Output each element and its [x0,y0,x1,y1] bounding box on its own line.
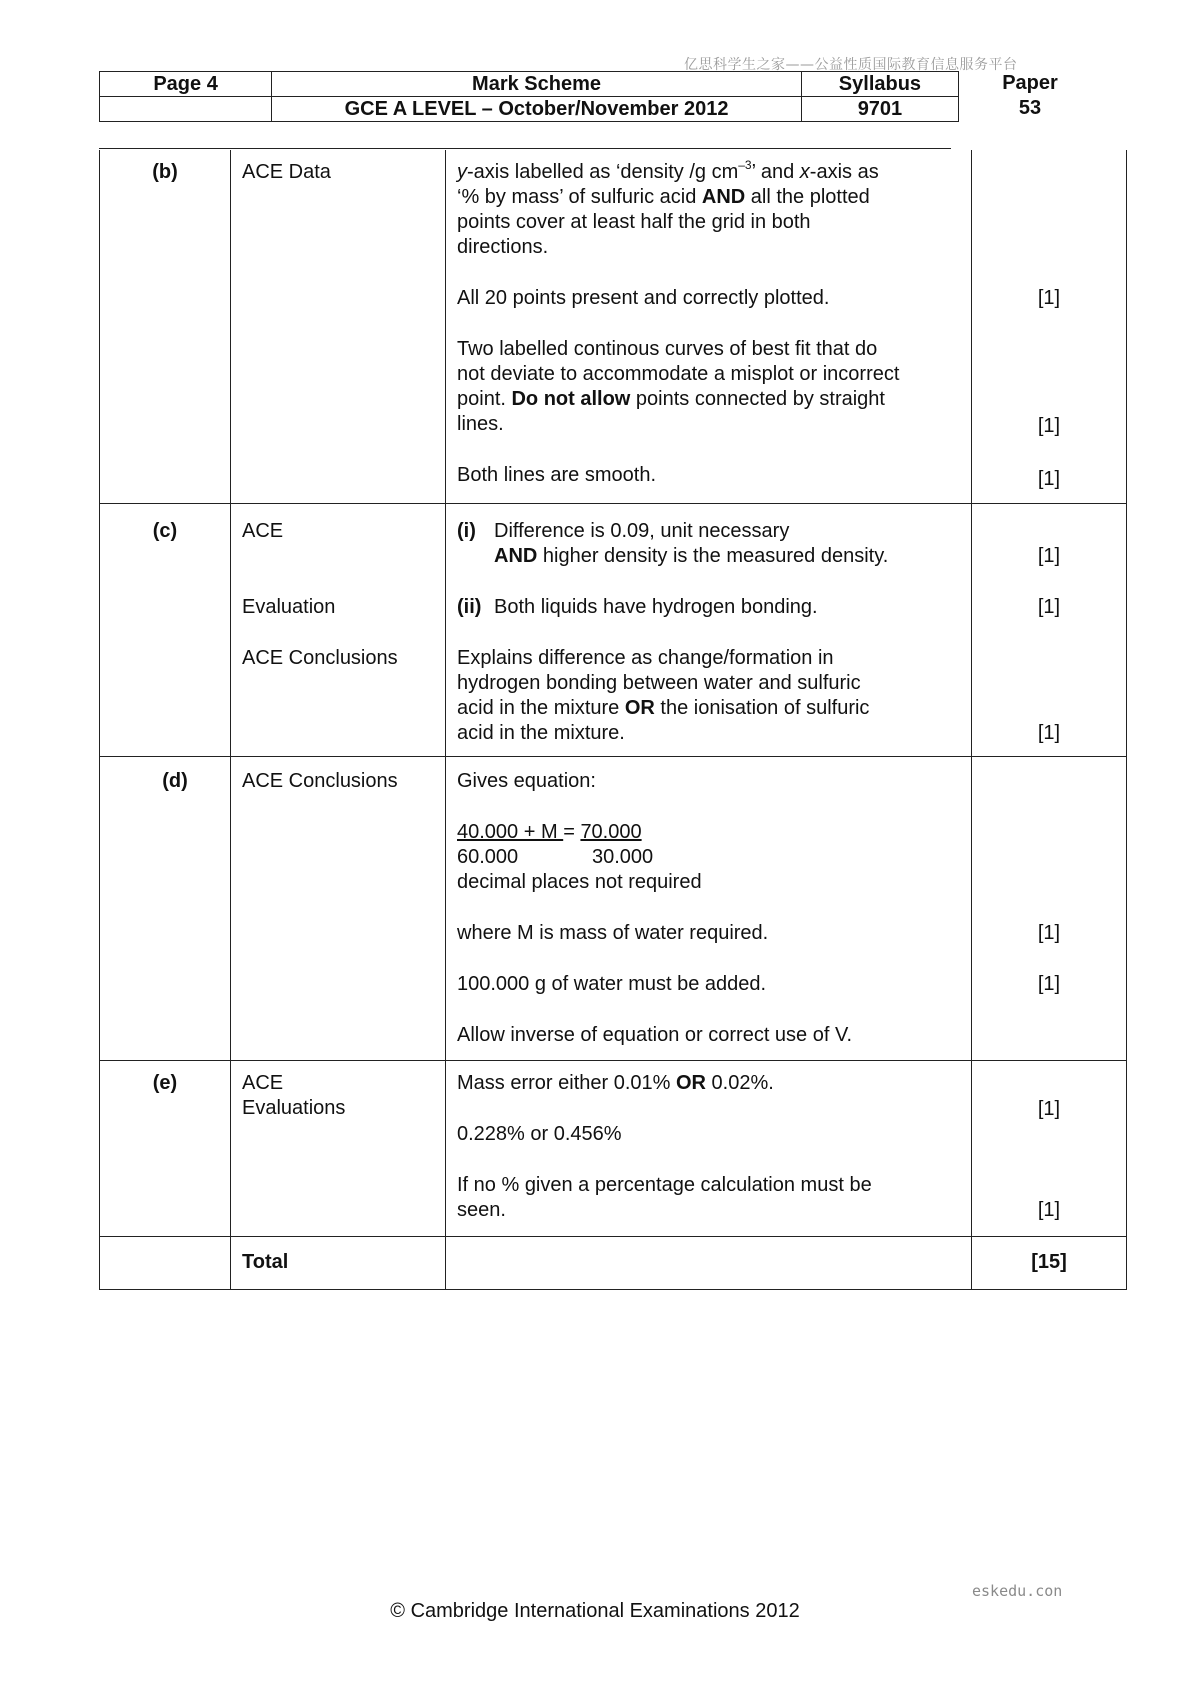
answer-line: decimal places not required [457,870,702,893]
row-d [100,756,1127,1060]
answer-line: Both lines are smooth. [457,464,656,486]
question-label: (b) [152,161,178,183]
underlined-run: 70.000 [580,820,642,843]
skill-label: Evaluation [242,595,336,618]
footer-copyright: © Cambridge International Examinations 2012 [390,1600,800,1622]
bold-run: AND [701,186,746,208]
syllabus-value: 9701 [801,97,958,122]
part-label: (i) [457,519,476,542]
answer-line: hydrogen bonding between water and sulfuric [457,671,861,694]
text-run: ‘% by mass’ of sulfuric acid [457,186,702,208]
text-run: points connected by straight [630,388,885,410]
skill-cell [231,1236,446,1289]
answer-line: Explains difference as change/formation in [457,646,834,669]
text-run: acid in the mixture [457,696,625,719]
equation-denominator: 60.000 [457,845,519,868]
row-c [100,503,1127,756]
answer-cell [446,1060,972,1236]
question-label: (d) [162,769,188,792]
question-cell [100,1060,231,1236]
paper-label: Paper [1002,72,1058,94]
text-run: -axis labelled as ‘density /g cm [467,161,739,183]
bold-run: OR [624,696,655,719]
text-run: higher density is the measured density. [537,544,889,567]
mark: [1] [1037,972,1061,995]
answer-line: All 20 points present and correctly plotted. [457,287,830,309]
page-number: Page 4 [100,72,272,97]
skill-cell [231,756,446,1060]
syllabus-label: Syllabus [801,72,958,97]
header-title: Mark Scheme [272,72,802,97]
answer-line [457,519,476,544]
skill-label: ACE Conclusions [242,646,398,669]
paper-box [960,71,1100,121]
marks-cell [972,150,1127,503]
header-table [99,71,959,122]
mark: [1] [1037,544,1061,567]
total-marks: [15] [1031,1250,1067,1273]
text-run: -axis as [809,161,879,183]
skill-label: Evaluations [242,1096,346,1119]
top-rule [99,148,951,149]
marks-cell [972,503,1127,756]
answer-line [457,387,885,412]
mark: [1] [1037,595,1061,618]
bold-run: OR [675,1071,706,1094]
question-label: (c) [152,519,178,542]
answer-line: not deviate to accommodate a misplot or incorrect [457,363,900,385]
row-e [100,1060,1127,1236]
header-subtitle: GCE A LEVEL – October/November 2012 [272,97,802,122]
text-run: point. [457,388,512,410]
answer-line [494,544,888,569]
answer-line: seen. [457,1198,506,1221]
superscript: –3 [738,158,752,172]
total-label: Total [242,1250,289,1273]
equation-numerator [457,820,642,845]
answer-cell [446,1236,972,1289]
text-run: 0.02%. [705,1071,774,1094]
text-run: the ionisation of sulfuric [654,696,870,719]
header-empty [100,97,272,122]
bold-run: Do not allow [511,388,631,410]
equation-denominator: 30.000 [592,845,654,868]
mark: [1] [1037,721,1061,744]
question-cell [100,150,231,503]
marks-cell [972,756,1127,1060]
answer-line: lines. [457,413,504,435]
skill-cell [231,1060,446,1236]
text-run: all the plotted [745,186,870,208]
answer-line: directions. [457,236,549,258]
answer-line [457,696,869,721]
mark-scheme-table [99,150,1127,1290]
text-run: Mass error either 0.01% [457,1071,676,1094]
answer-line: If no % given a percentage calculation must be [457,1173,872,1196]
question-cell [100,503,231,756]
question-label: (e) [152,1071,178,1094]
skill-label: ACE Data [242,161,331,183]
answer-cell [446,503,972,756]
question-cell [100,1236,231,1289]
text-run: x [799,161,810,183]
mark: [1] [1037,1198,1061,1221]
answer-line: 0.228% or 0.456% [457,1122,622,1145]
question-cell [100,756,231,1060]
text-run: ’ and [751,161,800,183]
skill-label: ACE Conclusions [242,769,398,792]
mark: [1] [1037,415,1061,437]
answer-line: acid in the mixture. [457,721,625,744]
answer-cell [446,150,972,503]
answer-line: 100.000 g of water must be added. [457,972,767,995]
text-run: y [457,161,467,183]
answer-line: Allow inverse of equation or correct use of V. [457,1023,853,1046]
bold-run: AND [494,544,538,567]
underlined-run: 40.000 + M [457,820,564,843]
paper-value: 53 [1018,97,1042,119]
part-label: (ii) [457,595,482,618]
mark: [1] [1037,468,1061,490]
skill-label: ACE [242,519,284,542]
mark: [1] [1037,1097,1061,1120]
answer-line: Difference is 0.09, unit necessary [494,519,790,542]
answer-line: Two labelled continous curves of best fit that do [457,338,878,360]
skill-cell [231,150,446,503]
answer-line: points cover at least half the grid in both [457,211,811,233]
skill-label: ACE [242,1071,284,1094]
mark: [1] [1037,921,1061,944]
answer-line: where M is mass of water required. [457,921,769,944]
text-run: = [563,820,575,843]
watermark-bottom: eskedu.con [972,1582,1063,1600]
row-total [100,1236,1127,1289]
answer-line [457,595,481,620]
mark: [1] [1037,287,1061,309]
marks-cell [972,1060,1127,1236]
watermark-top: 亿思科学生之家——公益性质国际教育信息服务平台 [684,57,1018,73]
answer-line: Gives equation: [457,769,596,792]
marks-cell [972,1236,1127,1289]
answer-line: Both liquids have hydrogen bonding. [494,595,818,618]
answer-line [457,160,879,185]
answer-line [457,185,870,210]
answer-line [457,1071,774,1096]
skill-cell [231,503,446,756]
row-b [100,150,1127,503]
answer-cell [446,756,972,1060]
